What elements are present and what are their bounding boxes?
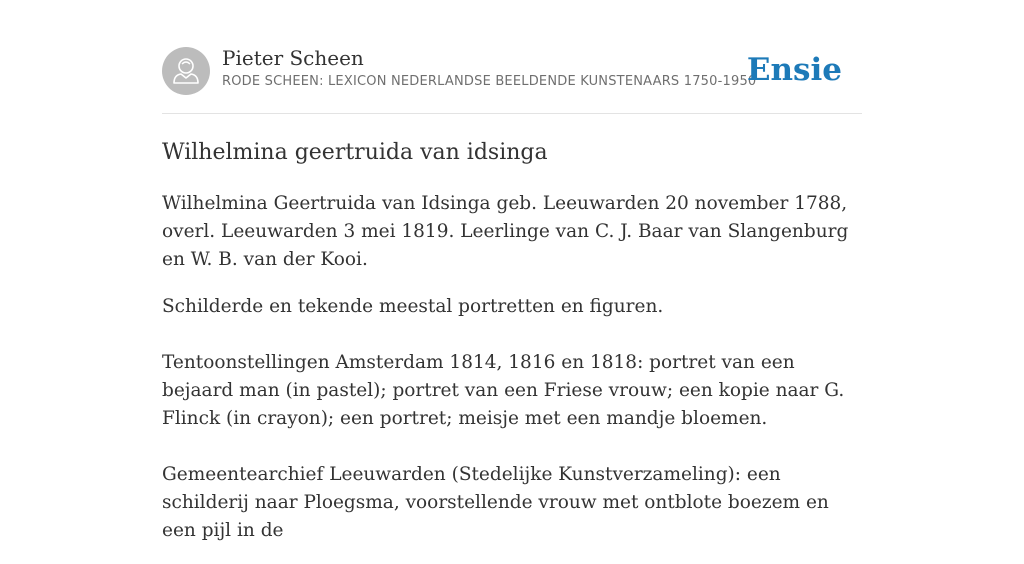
article-header xyxy=(162,46,862,114)
user-icon xyxy=(162,47,210,95)
ensie-logo[interactable]: Ensie xyxy=(746,52,842,88)
article-paragraph: Schilderde en tekende meestal portretten en figuren. xyxy=(162,296,664,317)
article-body xyxy=(162,190,862,564)
article-paragraph: Wilhelmina Geertruida van Idsinga geb. Leeuwarden 20 november 1788, overl. Leeuwarden 3 mei 1819. Leerlinge van C. J. Baar van Slangenburg en W. B. van der Kooi. xyxy=(162,193,849,270)
author-avatar[interactable] xyxy=(162,47,210,95)
source-name[interactable]: RODE SCHEEN: LEXICON NEDERLANDSE BEELDENDE KUNSTENAARS 1750-1950 xyxy=(222,74,757,89)
author-name[interactable]: Pieter Scheen xyxy=(222,46,364,70)
article-title: Wilhelmina geertruida van idsinga xyxy=(162,140,548,165)
article-paragraph: Gemeentearchief Leeuwarden (Stedelijke Kunstverzameling): een schilderij naar Ploegsma, voorstellende vrouw met ontblote boezem en een pijl in de xyxy=(162,464,829,541)
article-paragraph: Tentoonstellingen Amsterdam 1814, 1816 en 1818: portret van een bejaard man (in pastel); portret van een Friese vrouw; een kopie naar G. Flinck (in crayon); een portret; meisje met een mandje bloemen. xyxy=(162,352,845,429)
